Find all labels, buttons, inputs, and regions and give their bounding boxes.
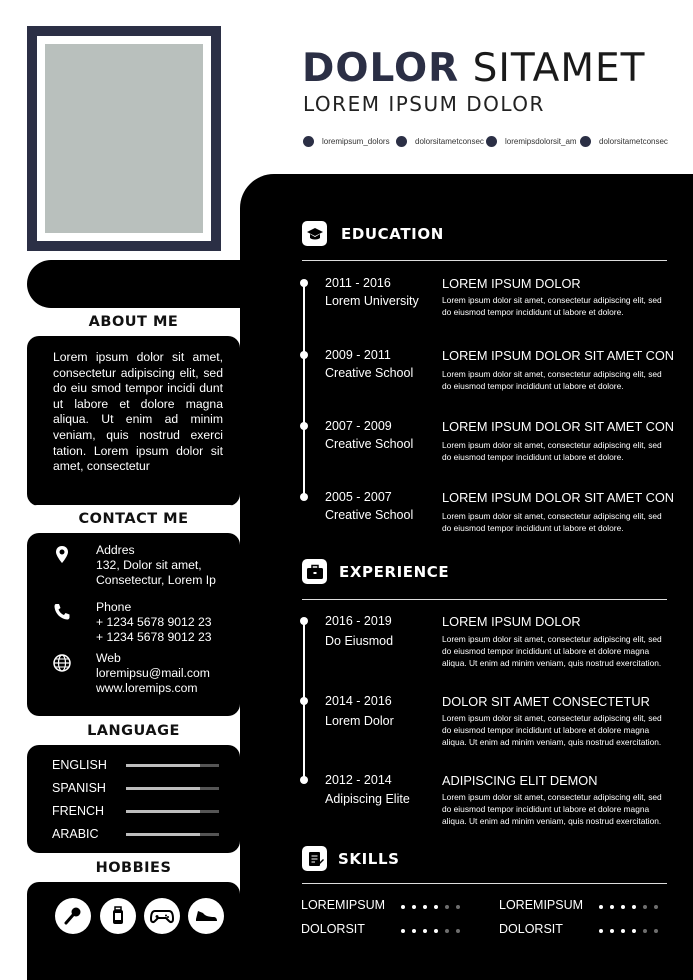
skill-dot-filled (434, 905, 438, 909)
education-description: Lorem ipsum dolor sit amet, consectetur adipiscing elit, sed do eiusmod tempor incididunt ut labore et dolore. (442, 295, 662, 318)
social-item: dolorsitametconsec (580, 136, 668, 147)
education-years: 2005 - 2007 (325, 490, 392, 504)
education-place: Creative School (325, 508, 414, 522)
experience-description: Lorem ipsum dolor sit amet, consectetur adipiscing elit, sed do eiusmod tempor incididunt ut labore et dolore magna aliqua. Ut enim ad minim veniam, quis nostrud exercitation. (442, 792, 662, 827)
contact-web: Web loremipsu@mail.com www.loremips.com (52, 651, 210, 696)
skill-dot-filled (434, 929, 438, 933)
social-dot-icon (396, 136, 407, 147)
education-description: Lorem ipsum dolor sit amet, consectetur adipiscing elit, sed do eiusmod tempor incididunt ut labore et dolore. (442, 511, 662, 534)
location-pin-icon (52, 545, 72, 565)
timeline-dot (300, 422, 308, 430)
left-connector-band (27, 260, 257, 308)
skill-name: DOLORSIT (499, 922, 563, 936)
experience-title: DOLOR SIT AMET CONSECTETUR (442, 694, 650, 709)
experience-place: Adipiscing Elite (325, 792, 410, 806)
microphone-icon (55, 898, 91, 934)
education-place: Creative School (325, 437, 414, 451)
profile-photo (45, 44, 203, 233)
education-place: Lorem University (325, 294, 419, 308)
skill-dot-empty (445, 905, 449, 909)
skill-dot-empty (654, 929, 658, 933)
about-text: Lorem ipsum dolor sit amet, consectetur adipiscing elit, sed do eiu smod tempor incidi dunt ut labore et dolore magna aliqua. Ut enim ad minim veniam, quis nostrud exerci tation. Lorem ipsum dolor sit amet, consectetur (53, 350, 223, 474)
skill-dot-filled (610, 905, 614, 909)
skill-dot-empty (643, 905, 647, 909)
skill-dot-filled (423, 929, 427, 933)
language-level-bar (126, 764, 219, 767)
contact-address: Addres 132, Dolor sit amet, Consetectur, Lorem Ip (52, 543, 216, 588)
timeline-dot (300, 617, 308, 625)
about-heading: ABOUT ME (27, 308, 240, 336)
language-heading: LANGUAGE (27, 717, 240, 745)
skill-dot-empty (456, 929, 460, 933)
skill-rating (401, 929, 467, 933)
timeline-dot (300, 279, 308, 287)
education-title: LOREM IPSUM DOLOR SIT AMET CON (442, 419, 675, 434)
language-row: SPANISH (52, 781, 219, 795)
language-level-bar (126, 810, 219, 813)
skill-dot-filled (401, 905, 405, 909)
skill-dot-filled (610, 929, 614, 933)
education-place: Creative School (325, 366, 414, 380)
skill-dot-empty (654, 905, 658, 909)
experience-divider (302, 599, 667, 600)
social-dot-icon (303, 136, 314, 147)
experience-years: 2012 - 2014 (325, 773, 392, 787)
skill-rating (401, 905, 467, 909)
skills-heading: SKILLS (338, 850, 400, 868)
skill-name: LOREMIPSUM (499, 898, 584, 912)
skill-dot-filled (599, 905, 603, 909)
experience-heading: EXPERIENCE (339, 563, 450, 581)
education-timeline (303, 283, 305, 498)
skill-dot-filled (401, 929, 405, 933)
experience-description: Lorem ipsum dolor sit amet, consectetur adipiscing elit, sed do eiusmod tempor incididunt ut labore et dolore magna aliqua. Ut enim ad minim veniam, quis nostrud exercitation. (442, 634, 662, 669)
skill-dot-filled (632, 905, 636, 909)
education-title: LOREM IPSUM DOLOR (442, 276, 581, 291)
education-title: LOREM IPSUM DOLOR SIT AMET CON (442, 348, 675, 363)
timeline-dot (300, 351, 308, 359)
education-years: 2011 - 2016 (325, 276, 391, 290)
globe-icon (52, 653, 72, 673)
social-item: loremipsdolorsit_am (486, 136, 577, 147)
skill-dot-empty (643, 929, 647, 933)
skill-dot-filled (599, 929, 603, 933)
sneaker-icon (188, 898, 224, 934)
education-title: LOREM IPSUM DOLOR SIT AMET CON (442, 490, 675, 505)
skill-dot-filled (621, 905, 625, 909)
education-years: 2009 - 2011 (325, 348, 391, 362)
education-heading: EDUCATION (341, 225, 444, 243)
experience-description: Lorem ipsum dolor sit amet, consectetur adipiscing elit, sed do eiusmod tempor incididunt ut labore et dolore magna aliqua. Ut enim ad minim veniam, quis nostrud exercitation. (442, 713, 662, 748)
education-divider (302, 260, 667, 261)
language-level-bar (126, 787, 219, 790)
timeline-dot (300, 776, 308, 784)
profile-photo-frame (27, 26, 221, 251)
skill-dot-filled (632, 929, 636, 933)
skill-name: LOREMIPSUM (301, 898, 386, 912)
gamepad-icon (144, 898, 180, 934)
luggage-icon (100, 898, 136, 934)
language-row: ARABIC (52, 827, 219, 841)
language-level-bar (126, 833, 219, 836)
skill-dot-empty (445, 929, 449, 933)
social-dot-icon (580, 136, 591, 147)
social-dot-icon (486, 136, 497, 147)
education-description: Lorem ipsum dolor sit amet, consectetur adipiscing elit, sed do eiusmod tempor incididunt ut labore et dolore. (442, 369, 662, 392)
social-item: loremipsum_dolors (303, 136, 390, 147)
graduation-cap-icon (302, 221, 327, 246)
experience-place: Lorem Dolor (325, 714, 394, 728)
skill-rating (599, 929, 665, 933)
education-years: 2007 - 2009 (325, 419, 392, 433)
skills-divider (302, 883, 667, 884)
social-item: dolorsitametconsec (396, 136, 484, 147)
hobbies-heading: HOBBIES (27, 854, 240, 882)
resume-subtitle: LOREM IPSUM DOLOR (303, 92, 545, 116)
resume-name: DOLOR SITAMET (302, 46, 646, 91)
skill-dot-filled (621, 929, 625, 933)
phone-icon (52, 602, 72, 622)
skill-dot-filled (412, 929, 416, 933)
experience-title: ADIPISCING ELIT DEMON (442, 773, 598, 788)
skill-dot-empty (456, 905, 460, 909)
timeline-dot (300, 493, 308, 501)
experience-years: 2014 - 2016 (325, 694, 392, 708)
skill-dot-filled (423, 905, 427, 909)
contact-phone: Phone + 1234 5678 9012 23 + 1234 5678 9012 23 (52, 600, 212, 645)
experience-title: LOREM IPSUM DOLOR (442, 614, 581, 629)
skill-dot-filled (412, 905, 416, 909)
experience-years: 2016 - 2019 (325, 614, 392, 628)
skills-clipboard-icon (302, 846, 327, 871)
language-row: FRENCH (52, 804, 219, 818)
language-row: ENGLISH (52, 758, 219, 772)
experience-place: Do Eiusmod (325, 634, 394, 648)
education-description: Lorem ipsum dolor sit amet, consectetur adipiscing elit, sed do eiusmod tempor incididunt ut labore et dolore. (442, 440, 662, 463)
skill-name: DOLORSIT (301, 922, 365, 936)
briefcase-icon (302, 559, 327, 584)
timeline-dot (300, 697, 308, 705)
contact-heading: CONTACT ME (27, 505, 240, 533)
skill-rating (599, 905, 665, 909)
